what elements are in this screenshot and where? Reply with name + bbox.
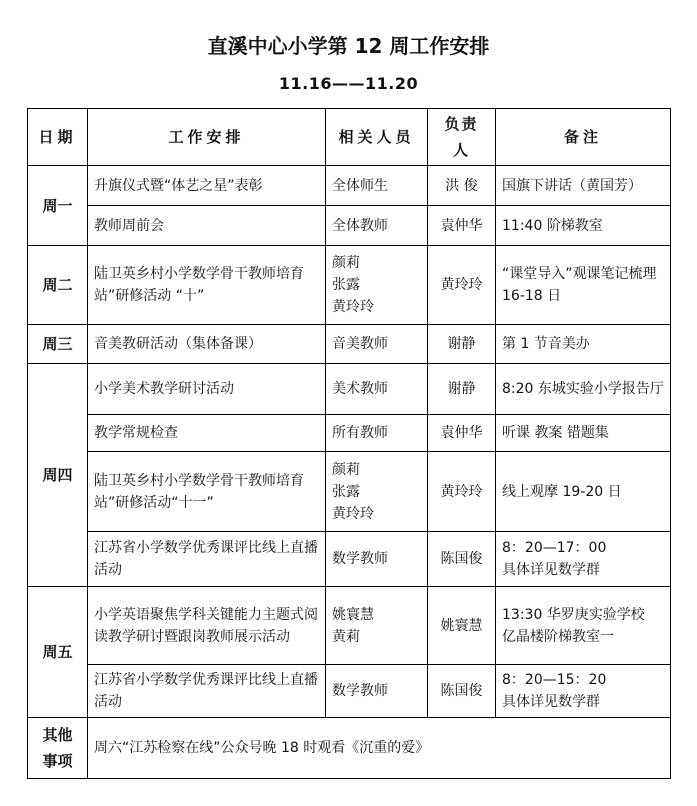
other-label: 其他事项 bbox=[28, 718, 88, 779]
owner-cell: 谢静 bbox=[428, 325, 496, 364]
document-title: 直溪中心小学第 12 周工作安排 bbox=[207, 34, 490, 58]
staff-name: 张露 bbox=[332, 277, 360, 293]
table-row bbox=[28, 206, 671, 246]
staff-name: 黄玲玲 bbox=[332, 505, 374, 522]
work-cell: 小学美术教学研讨活动 bbox=[88, 364, 326, 415]
work-cell: 教学常规检查 bbox=[88, 415, 326, 452]
notes-cell bbox=[496, 532, 671, 587]
notes-cell: 8:20 东城实验小学报告厅 bbox=[496, 364, 671, 415]
header-staff: 相关人员 bbox=[326, 109, 428, 166]
notes-line: 8：20—17：00 bbox=[502, 540, 607, 556]
notes-line: 具体详见数学群 bbox=[502, 694, 600, 710]
day-friday: 周五 bbox=[28, 587, 88, 718]
schedule-table bbox=[27, 108, 671, 779]
notes-cell bbox=[496, 587, 671, 665]
staff-cell bbox=[326, 587, 428, 665]
notes-cell: 第 1 节音美办 bbox=[496, 325, 671, 364]
table-row bbox=[28, 532, 671, 587]
owner-cell: 陈国俊 bbox=[428, 532, 496, 587]
staff-name: 姚寰慧 bbox=[332, 606, 374, 623]
staff-cell: 所有教师 bbox=[326, 415, 428, 452]
notes-line: 具体详见数学群 bbox=[502, 562, 600, 578]
day-wednesday: 周三 bbox=[28, 325, 88, 364]
staff-name: 颜莉 bbox=[332, 461, 360, 478]
table-row bbox=[28, 665, 671, 718]
table-row bbox=[28, 166, 671, 206]
owner-cell: 黄玲玲 bbox=[428, 452, 496, 532]
work-cell: 小学英语聚焦学科关键能力主题式阅读教学研讨暨跟岗教师展示活动 bbox=[88, 587, 326, 665]
notes-line: 亿晶楼阶梯教室一 bbox=[502, 628, 614, 645]
notes-cell: 11:40 阶梯教室 bbox=[496, 206, 671, 246]
staff-name: 张露 bbox=[332, 483, 360, 500]
work-cell: 升旗仪式暨“体艺之星”表彰 bbox=[88, 166, 326, 206]
staff-cell: 数学教师 bbox=[326, 532, 428, 587]
header-work: 工作安排 bbox=[88, 109, 326, 166]
notes-cell: 听课 教案 错题集 bbox=[496, 415, 671, 452]
table-row bbox=[28, 246, 671, 325]
table-row bbox=[28, 415, 671, 452]
day-monday: 周一 bbox=[28, 166, 88, 246]
owner-cell: 陈国俊 bbox=[428, 665, 496, 718]
notes-cell: 线上观摩 19-20 日 bbox=[496, 452, 671, 532]
table-row bbox=[28, 364, 671, 415]
notes-cell: 国旗下讲话（黄国芳） bbox=[496, 166, 671, 206]
staff-cell: 全体师生 bbox=[326, 166, 428, 206]
owner-cell: 袁仲华 bbox=[428, 415, 496, 452]
staff-name: 黄玲玲 bbox=[332, 299, 374, 315]
notes-cell: “课堂导入”观课笔记梳理 16-18 日 bbox=[496, 246, 671, 325]
other-row bbox=[28, 718, 671, 779]
header-notes: 备注 bbox=[496, 109, 671, 166]
header-owner: 负责人 bbox=[428, 109, 496, 166]
staff-cell: 音美教师 bbox=[326, 325, 428, 364]
other-content: 周六“江苏检察在线”公众号晚 18 时观看《沉重的爱》 bbox=[88, 718, 671, 779]
staff-name: 颜莉 bbox=[332, 255, 360, 271]
work-cell: 陆卫英乡村小学数学骨干教师培育站”研修活动“十一” bbox=[88, 452, 326, 532]
staff-cell bbox=[326, 246, 428, 325]
staff-cell: 全体教师 bbox=[326, 206, 428, 246]
work-cell: 陆卫英乡村小学数学骨干教师培育站”研修活动 “十” bbox=[88, 246, 326, 325]
work-cell: 教师周前会 bbox=[88, 206, 326, 246]
owner-cell: 谢静 bbox=[428, 364, 496, 415]
day-thursday: 周四 bbox=[28, 364, 88, 587]
staff-name: 黄莉 bbox=[332, 628, 360, 645]
notes-cell bbox=[496, 665, 671, 718]
work-cell: 音美教研活动（集体备课） bbox=[88, 325, 326, 364]
owner-cell: 姚寰慧 bbox=[428, 587, 496, 665]
header-row bbox=[28, 109, 671, 166]
notes-line: 13:30 华罗庚实验学校 bbox=[502, 606, 645, 623]
table-row bbox=[28, 325, 671, 364]
staff-cell bbox=[326, 452, 428, 532]
owner-cell: 袁仲华 bbox=[428, 206, 496, 246]
table-row bbox=[28, 587, 671, 665]
owner-cell: 黄玲玲 bbox=[428, 246, 496, 325]
table-row bbox=[28, 452, 671, 532]
date-range: 11.16——11.20 bbox=[278, 74, 419, 93]
notes-line: 8：20—15：20 bbox=[502, 672, 607, 688]
owner-cell: 洪 俊 bbox=[428, 166, 496, 206]
staff-cell: 美术教师 bbox=[326, 364, 428, 415]
work-cell: 江苏省小学数学优秀课评比线上直播活动 bbox=[88, 532, 326, 587]
work-cell: 江苏省小学数学优秀课评比线上直播活动 bbox=[88, 665, 326, 718]
header-date: 日期 bbox=[28, 109, 88, 166]
staff-cell: 数学教师 bbox=[326, 665, 428, 718]
day-tuesday: 周二 bbox=[28, 246, 88, 325]
